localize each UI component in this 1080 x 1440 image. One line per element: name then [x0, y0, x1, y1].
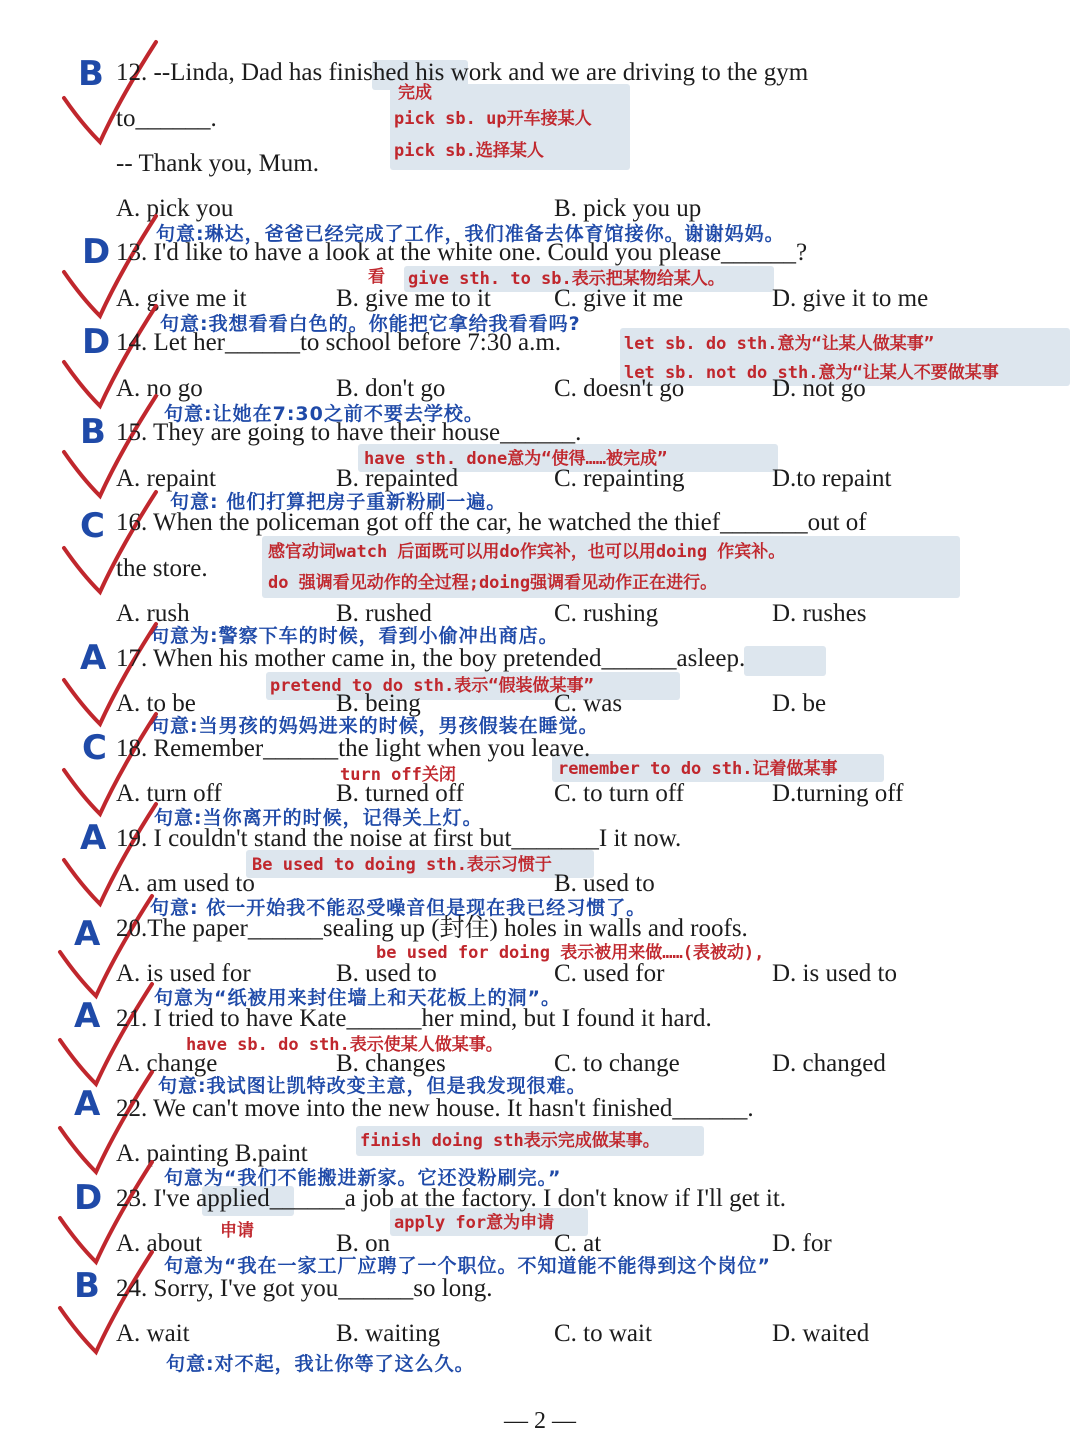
- option: B. pick you up: [554, 195, 702, 222]
- answer-mark: C: [80, 506, 105, 546]
- note: let sb. do sth.意为“让某人做某事”: [624, 334, 934, 354]
- translation: 句意:琳达，爸爸已经完成了工作，我们准备去体育馆接你。谢谢妈妈。: [156, 223, 785, 245]
- option: D. for: [772, 1230, 832, 1257]
- option: A. is used for: [116, 960, 251, 987]
- option: C. at: [554, 1230, 602, 1257]
- option: A. painting B.paint: [116, 1140, 308, 1167]
- note: 感官动词watch 后面既可以用do作宾补，也可以用doing 作宾补。: [268, 542, 786, 562]
- option: B. used to: [336, 960, 437, 987]
- question-stem-line: 17. When his mother came in, the boy pretended______asleep.: [116, 645, 746, 672]
- question-stem-line: 14. Let her______to school before 7:30 a.m.: [116, 329, 562, 356]
- option: C. to wait: [554, 1320, 652, 1347]
- option: C. was: [554, 690, 623, 717]
- option: D. is used to: [772, 960, 897, 987]
- note: 申请: [220, 1221, 254, 1241]
- note: pick sb.选择某人: [394, 141, 544, 161]
- note: apply for意为申请: [394, 1213, 555, 1233]
- answer-mark: A: [80, 818, 107, 858]
- question-stem-line: -- Thank you, Mum.: [116, 150, 319, 177]
- note: 看: [368, 267, 385, 287]
- option: B. don't go: [336, 375, 446, 402]
- translation: 句意为“纸被用来封住墙上和天花板上的洞”。: [154, 987, 561, 1009]
- answer-mark: A: [80, 638, 107, 678]
- question-stem-line: 15. They are going to have their house______.: [116, 419, 582, 446]
- option: A. to be: [116, 690, 196, 717]
- translation: 句意为“我们不能搬进新家。它还没粉刷完。”: [164, 1167, 562, 1189]
- option: D. rushes: [772, 600, 867, 627]
- option: B. on: [336, 1230, 391, 1257]
- answer-mark: A: [74, 914, 101, 954]
- option: C. doesn't go: [554, 375, 685, 402]
- answer-mark: D: [82, 232, 111, 272]
- option: A. wait: [116, 1320, 190, 1347]
- note: be used for doing 表示被用来做……(表被动),: [376, 943, 765, 963]
- option: D.to repaint: [772, 465, 892, 492]
- question-stem-line: 18. Remember______the light when you leave.: [116, 735, 591, 762]
- translation: 句意:我试图让凯特改变主意，但是我发现很难。: [158, 1075, 587, 1097]
- note: remember to do sth.记着做某事: [558, 759, 838, 779]
- answer-mark: B: [80, 412, 106, 452]
- option: D. give it to me: [772, 285, 929, 312]
- option: A. give me it: [116, 285, 247, 312]
- answer-mark: A: [74, 996, 101, 1036]
- option: C. to turn off: [554, 780, 685, 807]
- option: B. repainted: [336, 465, 459, 492]
- note: do 强调看见动作的全过程;doing强调看见动作正在进行。: [268, 573, 718, 593]
- translation: 句意:对不起，我让你等了这么久。: [166, 1353, 475, 1375]
- option: C. rushing: [554, 600, 659, 627]
- option: A. change: [116, 1050, 218, 1077]
- note: turn off关闭: [340, 765, 456, 785]
- option: A. turn off: [116, 780, 222, 807]
- option: D. waited: [772, 1320, 870, 1347]
- option: C. used for: [554, 960, 665, 987]
- question-stem-line: 16. When the policeman got off the car, he watched the thief_______out of: [116, 509, 867, 536]
- translation: 句意:我想看看白色的。你能把它拿给我看看吗?: [160, 313, 581, 335]
- translation: 句意:当你离开的时候，记得关上灯。: [154, 807, 483, 829]
- option: D. not go: [772, 375, 866, 402]
- question-stem-line: 20.The paper______sealing up (封住) holes in walls and roofs.: [116, 915, 748, 942]
- option: B. turned off: [336, 780, 464, 807]
- question-stem-line: 13. I'd like to have a look at the white one. Could you please______?: [116, 239, 808, 266]
- answer-mark: D: [82, 322, 111, 362]
- note: have sb. do sth.表示使某人做某事。: [186, 1035, 503, 1055]
- note: pretend to do sth.表示“假装做某事”: [270, 676, 594, 696]
- page-number: — 2 —: [504, 1408, 576, 1434]
- note: Be used to doing sth.表示习惯于: [252, 855, 552, 875]
- translation: 句意: 他们打算把房子重新粉刷一遍。: [170, 491, 507, 513]
- note: let sb. not do sth.意为“让某人不要做某事: [624, 363, 999, 383]
- translation: 句意:让她在7:30之前不要去学校。: [164, 403, 484, 425]
- option: A. pick you: [116, 195, 234, 222]
- answer-mark: A: [74, 1084, 101, 1124]
- question-stem-line: 22. We can't move into the new house. It hasn't finished______.: [116, 1095, 754, 1122]
- note: 完成: [398, 83, 432, 103]
- option: C. to change: [554, 1050, 680, 1077]
- note: pick sb. up开车接某人: [394, 109, 592, 129]
- question-stem-line: to______.: [116, 105, 217, 132]
- option: D. be: [772, 690, 827, 717]
- option: B. changes: [336, 1050, 446, 1077]
- option: D. changed: [772, 1050, 886, 1077]
- option: B. being: [336, 690, 421, 717]
- translation: 句意为:警察下车的时候，看到小偷冲出商店。: [150, 625, 559, 647]
- translation: 句意: 依一开始我不能忍受噪音但是现在我已经习惯了。: [150, 897, 647, 919]
- question-stem-line: 23. I've applied______a job at the factory. I don't know if I'll get it.: [116, 1185, 787, 1212]
- note: finish doing sth表示完成做某事。: [360, 1131, 660, 1151]
- answer-mark: B: [74, 1266, 100, 1306]
- question-stem-line: 19. I couldn't stand the noise at first but_______I it now.: [116, 825, 682, 852]
- answer-mark: D: [74, 1178, 103, 1218]
- question-stem-line: 12. --Linda, Dad has finished his work and we are driving to the gym: [116, 59, 809, 86]
- question-stem-line: the store.: [116, 555, 208, 582]
- option: A. am used to: [116, 870, 255, 897]
- option: D.turning off: [772, 780, 904, 807]
- option: B. used to: [554, 870, 655, 897]
- note: give sth. to sb.表示把某物给某人。: [408, 269, 725, 289]
- question-stem-line: 24. Sorry, I've got you______so long.: [116, 1275, 493, 1302]
- translation: 句意为“我在一家工厂应聘了一个职位。不知道能不能得到这个岗位”: [164, 1255, 771, 1277]
- translation: 句意:当男孩的妈妈进来的时候，男孩假装在睡觉。: [150, 715, 599, 737]
- answer-mark: C: [82, 728, 107, 768]
- option: B. give me to it: [336, 285, 491, 312]
- option: C. repainting: [554, 465, 685, 492]
- note: have sth. done意为“使得……被完成”: [364, 449, 668, 469]
- option: A. rush: [116, 600, 190, 627]
- answer-mark: B: [78, 54, 104, 94]
- question-stem-line: 21. I tried to have Kate______her mind, but I found it hard.: [116, 1005, 712, 1032]
- option: A. repaint: [116, 465, 216, 492]
- option: B. rushed: [336, 600, 432, 627]
- option: B. waiting: [336, 1320, 441, 1347]
- option: C. give it me: [554, 285, 684, 312]
- option: A. about: [116, 1230, 203, 1257]
- option: A. no go: [116, 375, 203, 402]
